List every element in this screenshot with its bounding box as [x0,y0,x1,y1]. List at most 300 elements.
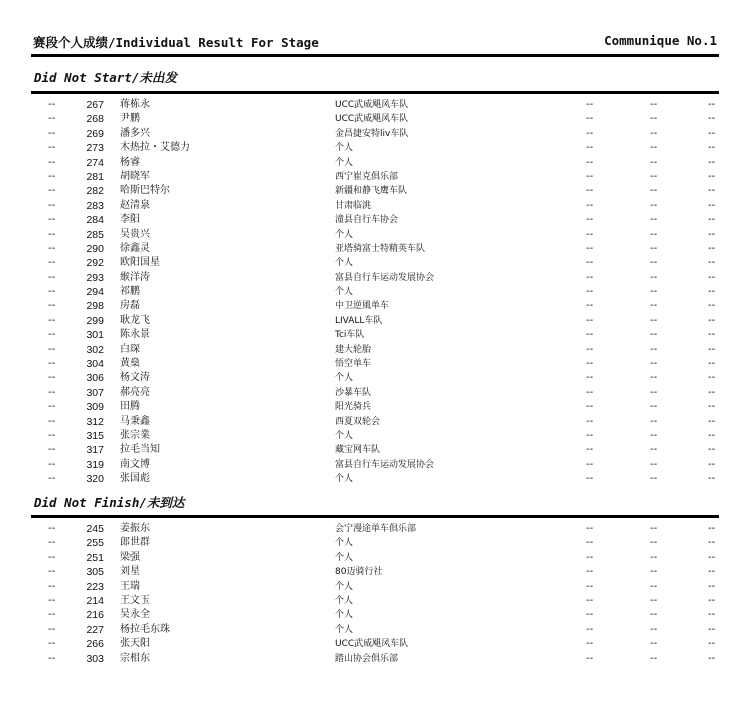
rank-cell: -- [48,401,56,413]
gap-cell: -- [650,372,658,384]
rider-name: 马秉鑫 [120,415,150,427]
time-cell: -- [586,257,594,269]
gap-cell: -- [650,580,658,592]
team-name: 个人 [335,538,354,549]
result-row [0,371,748,385]
result-row [0,228,748,242]
points-cell: -- [708,127,716,139]
gap-cell: -- [650,300,658,312]
bib-number: 255 [86,537,104,550]
bib-number: 251 [86,551,104,564]
result-row [0,242,748,256]
points-cell: -- [708,99,716,110]
header-divider [31,54,719,57]
rank-cell: -- [48,242,56,254]
points-cell: -- [708,113,716,125]
time-cell: -- [586,127,594,139]
time-cell: -- [586,156,594,168]
bib-number: 214 [86,594,104,607]
points-cell: -- [708,566,716,578]
result-row [0,623,748,637]
bib-number: 309 [86,401,104,414]
team-name: 金昌捷安特liv车队 [335,128,409,139]
gap-cell: -- [650,329,658,341]
points-cell: -- [708,623,716,635]
result-row [0,98,748,112]
rank-cell: -- [48,286,56,298]
points-cell: -- [708,228,716,240]
time-cell: -- [586,372,594,384]
rank-cell: -- [48,415,56,427]
time-cell: -- [586,386,594,398]
section-divider-dnf [31,515,719,518]
team-name: UCC武威飓风车队 [335,114,409,125]
bib-number: 285 [86,228,104,241]
points-cell: -- [708,257,716,269]
result-row [0,141,748,155]
team-name: 个人 [335,258,354,269]
rank-cell: -- [48,127,56,139]
rider-name: 祁鹏 [120,286,140,298]
result-row [0,285,748,299]
rider-name: 张宗業 [120,429,150,441]
team-name: 个人 [335,430,354,441]
gap-cell: -- [650,314,658,326]
result-row [0,652,748,666]
result-row [0,357,748,371]
gap-cell: -- [650,623,658,635]
points-cell: -- [708,170,716,182]
rank-cell: -- [48,386,56,398]
rank-cell: -- [48,300,56,312]
bib-number: 284 [86,214,104,227]
points-cell: -- [708,343,716,355]
bib-number: 269 [86,127,104,140]
gap-cell: -- [650,142,658,154]
bib-number: 227 [86,623,104,636]
gap-cell: -- [650,170,658,182]
bib-number: 303 [86,652,104,665]
bib-number: 304 [86,358,104,371]
bib-number: 302 [86,343,104,356]
team-name: 个人 [335,373,354,384]
result-row [0,429,748,443]
communique-number: Communique No.1 [604,33,717,48]
gap-cell: -- [650,228,658,240]
team-name: 新疆和静飞鹰车队 [335,186,408,197]
result-row [0,328,748,342]
points-cell: -- [708,185,716,197]
bib-number: 320 [86,473,104,486]
result-row [0,184,748,198]
time-cell: -- [586,314,594,326]
dnf-result-list [0,522,748,666]
bib-number: 245 [86,523,104,535]
time-cell: -- [586,170,594,182]
time-cell: -- [586,286,594,298]
rank-cell: -- [48,314,56,326]
rider-name: 木热拉・艾德力 [120,142,190,154]
bib-number: 267 [86,99,104,111]
gap-cell: -- [650,113,658,125]
rider-name: 梁强 [120,551,140,563]
bib-number: 266 [86,638,104,651]
points-cell: -- [708,372,716,384]
document-title: 赛段个人成绩/Individual Result For Stage [33,35,319,50]
result-row [0,271,748,285]
time-cell: -- [586,401,594,413]
rank-cell: -- [48,142,56,154]
time-cell: -- [586,271,594,283]
rank-cell: -- [48,170,56,182]
points-cell: -- [708,300,716,312]
rank-cell: -- [48,156,56,168]
time-cell: -- [586,185,594,197]
rider-name: 徐鑫灵 [120,242,150,254]
bib-number: 301 [86,329,104,342]
time-cell: -- [586,444,594,456]
section-title-dnf: Did Not Finish/未到达 [34,495,185,510]
gap-cell: -- [650,185,658,197]
time-cell: -- [586,623,594,635]
team-name: 富县自行车运动发展协会 [335,272,435,283]
rank-cell: -- [48,566,56,578]
bib-number: 268 [86,113,104,126]
team-name: 80迈骑行社 [335,567,383,578]
team-name: 个人 [335,610,354,621]
result-row [0,299,748,313]
team-name: 个人 [335,595,354,606]
rank-cell: -- [48,429,56,441]
bib-number: 317 [86,444,104,457]
team-name: 个人 [335,157,354,168]
team-name: 个人 [335,287,354,298]
rank-cell: -- [48,343,56,355]
result-row [0,415,748,429]
result-row [0,343,748,357]
bib-number: 293 [86,271,104,284]
rank-cell: -- [48,473,56,485]
points-cell: -- [708,314,716,326]
rider-name: 刘星 [120,566,140,578]
gap-cell: -- [650,444,658,456]
gap-cell: -- [650,214,658,226]
team-name: 会宁漫途单车俱乐部 [335,524,417,534]
result-row [0,199,748,213]
rank-cell: -- [48,329,56,341]
rider-name: 陈永景 [120,329,150,341]
time-cell: -- [586,329,594,341]
rider-name: 郎世群 [120,537,150,549]
team-name: 富县自行车运动发展协会 [335,459,435,470]
bib-number: 282 [86,185,104,198]
rider-name: 王瑞 [120,580,140,592]
team-name: 亚塔骑富士特精英车队 [335,243,426,254]
points-cell: -- [708,638,716,650]
rider-name: 张天阳 [120,638,150,650]
team-name: 个人 [335,552,354,563]
bib-number: 307 [86,386,104,399]
points-cell: -- [708,401,716,413]
rider-name: 杨文涛 [120,372,150,384]
rider-name: 胡晓军 [120,170,150,182]
rider-name: 白琛 [120,343,140,355]
bib-number: 273 [86,142,104,155]
points-cell: -- [708,551,716,563]
rider-name: 宗相东 [120,652,150,664]
result-row [0,256,748,270]
rider-name: 杨睿 [120,156,140,168]
dns-result-list [0,98,748,487]
time-cell: -- [586,199,594,211]
team-name: LIVALL车队 [335,315,383,326]
points-cell: -- [708,523,716,534]
team-name: 藏宝网车队 [335,445,381,456]
rider-name: 赵清泉 [120,199,150,211]
gap-cell: -- [650,127,658,139]
team-name: 甘肃临洮 [335,200,372,211]
time-cell: -- [586,580,594,592]
result-row [0,594,748,608]
bib-number: 298 [86,300,104,313]
rank-cell: -- [48,444,56,456]
rider-name: 房磊 [120,300,140,312]
rank-cell: -- [48,652,56,664]
gap-cell: -- [650,415,658,427]
rank-cell: -- [48,113,56,125]
time-cell: -- [586,429,594,441]
team-name: 个人 [335,143,354,154]
rank-cell: -- [48,372,56,384]
rider-name: 郝亮亮 [120,386,150,398]
gap-cell: -- [650,523,658,534]
rider-name: 吴贵兴 [120,228,150,240]
rank-cell: -- [48,228,56,240]
team-name: 潼县自行车协会 [335,215,399,226]
gap-cell: -- [650,609,658,621]
rank-cell: -- [48,594,56,606]
gap-cell: -- [650,401,658,413]
rank-cell: -- [48,638,56,650]
gap-cell: -- [650,652,658,664]
result-row [0,213,748,227]
gap-cell: -- [650,386,658,398]
bib-number: 274 [86,156,104,169]
team-name: 西宁崔克俱乐部 [335,171,399,182]
result-row [0,386,748,400]
team-name: 阳光骑兵 [335,402,372,413]
time-cell: -- [586,214,594,226]
rank-cell: -- [48,358,56,370]
rider-name: 拉毛当知 [120,444,160,456]
time-cell: -- [586,473,594,485]
gap-cell: -- [650,199,658,211]
rank-cell: -- [48,580,56,592]
time-cell: -- [586,594,594,606]
points-cell: -- [708,444,716,456]
time-cell: -- [586,99,594,110]
time-cell: -- [586,242,594,254]
section-title-dns: Did Not Start/未出发 [34,70,177,85]
rank-cell: -- [48,99,56,110]
gap-cell: -- [650,429,658,441]
team-name: UCC武威飓风车队 [335,100,409,110]
time-cell: -- [586,566,594,578]
gap-cell: -- [650,271,658,283]
rider-name: 吴永全 [120,609,150,621]
rank-cell: -- [48,623,56,635]
result-row [0,551,748,565]
points-cell: -- [708,594,716,606]
gap-cell: -- [650,286,658,298]
time-cell: -- [586,458,594,470]
points-cell: -- [708,329,716,341]
gap-cell: -- [650,594,658,606]
rider-name: 张国彪 [120,473,150,485]
bib-number: 290 [86,242,104,255]
bib-number: 294 [86,286,104,299]
gap-cell: -- [650,257,658,269]
rider-name: 蒋栋永 [120,99,150,110]
gap-cell: -- [650,551,658,563]
team-name: 个人 [335,581,354,592]
rank-cell: -- [48,185,56,197]
time-cell: -- [586,300,594,312]
gap-cell: -- [650,99,658,110]
rider-name: 哈斯巴特尔 [120,185,170,197]
team-name: 悟空单车 [335,359,372,370]
time-cell: -- [586,228,594,240]
rider-name: 尹鹏 [120,113,140,125]
rider-name: 田腾 [120,401,140,413]
team-name: 个人 [335,624,354,635]
time-cell: -- [586,537,594,549]
time-cell: -- [586,523,594,534]
bib-number: 223 [86,580,104,593]
points-cell: -- [708,609,716,621]
rank-cell: -- [48,537,56,549]
rank-cell: -- [48,214,56,226]
result-row [0,608,748,622]
result-row [0,170,748,184]
result-row [0,127,748,141]
result-row [0,443,748,457]
team-name: 个人 [335,474,354,485]
gap-cell: -- [650,242,658,254]
team-name: 个人 [335,229,354,240]
points-cell: -- [708,156,716,168]
rank-cell: -- [48,257,56,269]
bib-number: 315 [86,429,104,442]
rider-name: 李阳 [120,214,140,226]
result-row [0,458,748,472]
points-cell: -- [708,358,716,370]
section-divider-dns [31,91,719,94]
points-cell: -- [708,142,716,154]
result-row [0,580,748,594]
team-name: UCC武威飓风车队 [335,639,409,650]
gap-cell: -- [650,638,658,650]
bib-number: 319 [86,458,104,471]
team-name: 踏山协会俱乐部 [335,653,399,664]
time-cell: -- [586,113,594,125]
rank-cell: -- [48,609,56,621]
bib-number: 281 [86,170,104,183]
time-cell: -- [586,638,594,650]
gap-cell: -- [650,343,658,355]
rider-name: 欧阳国星 [120,257,160,269]
team-name: 西夏双轮会 [335,416,381,427]
rider-name: 潘多兴 [120,127,150,139]
rank-cell: -- [48,458,56,470]
rank-cell: -- [48,271,56,283]
points-cell: -- [708,415,716,427]
time-cell: -- [586,652,594,664]
bib-number: 306 [86,372,104,385]
points-cell: -- [708,473,716,485]
team-name: 中卫逆風单车 [335,301,390,312]
rider-name: 緱洋涛 [120,271,150,283]
rider-name: 王文玉 [120,594,150,606]
bib-number: 292 [86,257,104,270]
result-row [0,156,748,170]
result-row [0,637,748,651]
rider-name: 杨拉毛东珠 [120,623,170,635]
time-cell: -- [586,142,594,154]
result-row [0,112,748,126]
team-name: 沙暴车队 [335,387,372,398]
result-row [0,472,748,486]
points-cell: -- [708,242,716,254]
gap-cell: -- [650,358,658,370]
result-row [0,536,748,550]
points-cell: -- [708,429,716,441]
points-cell: -- [708,271,716,283]
points-cell: -- [708,652,716,664]
rider-name: 黄燊 [120,358,140,370]
gap-cell: -- [650,537,658,549]
bib-number: 216 [86,609,104,622]
gap-cell: -- [650,566,658,578]
time-cell: -- [586,358,594,370]
rank-cell: -- [48,551,56,563]
bib-number: 283 [86,199,104,212]
points-cell: -- [708,580,716,592]
time-cell: -- [586,415,594,427]
bib-number: 299 [86,314,104,327]
bib-number: 305 [86,566,104,579]
points-cell: -- [708,386,716,398]
time-cell: -- [586,609,594,621]
points-cell: -- [708,458,716,470]
result-row [0,522,748,536]
rider-name: 南文博 [120,458,150,470]
result-row [0,314,748,328]
time-cell: -- [586,343,594,355]
team-name: Tci车队 [335,330,365,341]
page-header [33,33,717,51]
rank-cell: -- [48,523,56,534]
result-row [0,565,748,579]
rank-cell: -- [48,199,56,211]
points-cell: -- [708,214,716,226]
gap-cell: -- [650,473,658,485]
rider-name: 耿龙飞 [120,314,150,326]
bib-number: 312 [86,415,104,428]
time-cell: -- [586,551,594,563]
gap-cell: -- [650,458,658,470]
points-cell: -- [708,537,716,549]
